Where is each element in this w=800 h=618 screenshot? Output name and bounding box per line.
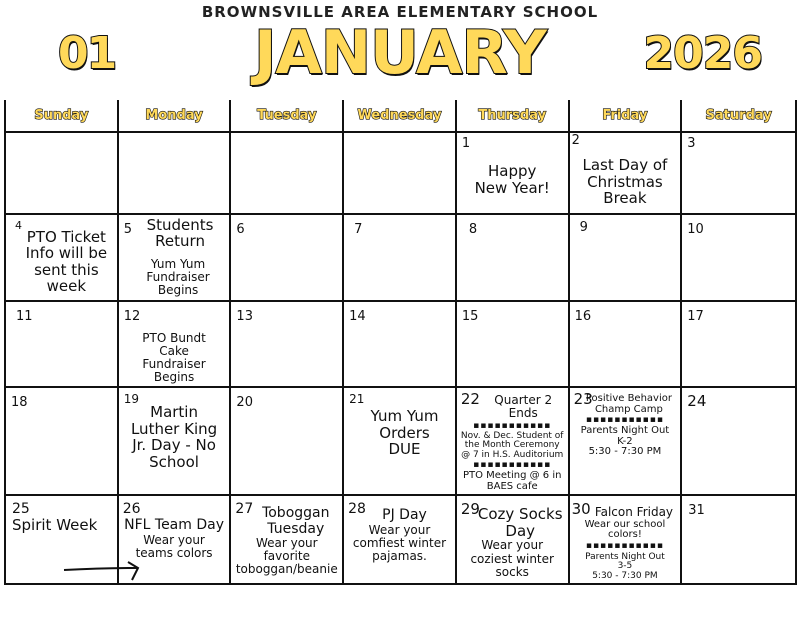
day-cell-31: [682, 496, 795, 583]
event-pto-ticket: PTO Ticket Info will be sent this week: [25, 227, 108, 296]
day-number: 20: [236, 395, 253, 411]
separator: ▪▪▪▪▪▪▪▪▪▪▪: [585, 415, 664, 426]
day-number: 6: [236, 221, 245, 237]
weekday-thursday: Thursday: [457, 100, 570, 133]
day-number: 30: [571, 500, 591, 519]
day-cell-9: [570, 215, 683, 302]
day-number: 12: [123, 308, 141, 324]
month-title: JANUARY: [254, 18, 546, 88]
weekday-wednesday: Wednesday: [344, 100, 457, 133]
day-cell-28: [344, 496, 457, 583]
event-positive-behavior: Positive Behavior Champ Camp: [585, 393, 672, 415]
day-cell-4: [6, 215, 119, 302]
day-number: 29: [460, 500, 480, 519]
event-last-day-break: Last Day of Christmas Break: [582, 156, 668, 207]
day-cell-empty: [231, 133, 344, 215]
day-number: 31: [688, 503, 705, 519]
month-number: 01: [58, 28, 116, 79]
day-number: 16: [574, 308, 592, 324]
day-number: 27: [235, 501, 254, 518]
day-number: 19: [123, 392, 139, 407]
event-pj-day: PJ Day: [382, 507, 427, 524]
day-cell-10: [682, 215, 795, 302]
day-cell-27: [231, 496, 344, 583]
separator: ▪▪▪▪▪▪▪▪▪▪▪: [473, 420, 552, 431]
day-cell-1: [457, 133, 570, 215]
day-number: 2: [571, 133, 580, 148]
day-number: 8: [468, 221, 478, 237]
weekday-saturday: Saturday: [682, 100, 795, 133]
day-number: 7: [354, 221, 363, 237]
year: 2026: [643, 28, 762, 79]
day-number: 11: [16, 308, 33, 324]
event-pto-meeting: PTO Meeting @ 6 in BAES cafe: [462, 470, 562, 492]
day-cell-29: [457, 496, 570, 583]
day-cell-3: [682, 133, 795, 215]
day-number: 24: [687, 392, 707, 411]
day-cell-21: [344, 388, 457, 496]
event-yum-yum-begins: Yum Yum Fundraiser Begins: [146, 256, 210, 298]
event-parents-night-out: Parents Night Out: [585, 551, 665, 562]
event-grades: K-2: [617, 435, 633, 447]
day-cell-6: [231, 215, 344, 302]
event-mlk-day: Martin Luther King Jr. Day - No School: [130, 403, 218, 471]
separator: ▪▪▪▪▪▪▪▪▪▪▪: [473, 460, 552, 471]
school-name: BROWNSVILLE AREA ELEMENTARY SCHOOL: [201, 3, 599, 21]
day-cell-26: [119, 496, 232, 583]
day-number: 9: [579, 219, 588, 235]
day-cell-11: [6, 302, 119, 389]
day-cell-19: [119, 388, 232, 496]
event-bundt-cake: PTO Bundt Cake Fundraiser Begins: [142, 330, 206, 385]
day-number: 15: [461, 308, 479, 324]
calendar-grid: [4, 100, 797, 585]
day-number: 22: [460, 390, 480, 409]
day-cell-23: [570, 388, 683, 496]
day-cell-empty: [344, 133, 457, 215]
event-yum-yum-due: Yum Yum Orders DUE: [370, 407, 439, 459]
event-toboggan-details: Wear your favorite toboggan/beanie: [235, 536, 338, 577]
day-number: 1: [461, 136, 471, 151]
event-falcon-friday: Falcon Friday: [594, 505, 674, 520]
day-number: 28: [348, 501, 366, 518]
day-cell-22: [457, 388, 570, 496]
day-cell-empty: [119, 133, 232, 215]
event-grades: 3-5: [617, 561, 633, 572]
event-quarter-end: Quarter 2 Ends: [494, 393, 553, 421]
day-cell-15: [457, 302, 570, 389]
day-cell-12: [119, 302, 232, 389]
event-cozy-socks: Cozy Socks Day: [477, 505, 563, 540]
event-nfl-details: Wear your teams colors: [135, 532, 213, 560]
day-cell-18: [6, 388, 119, 496]
day-cell-25: [6, 496, 119, 583]
event-students-return: Students Return: [146, 215, 214, 251]
event-student-of-month: Nov. & Dec. Student of the Month Ceremony @ 7 in H.S. Auditorium: [460, 430, 564, 460]
day-cell-7: [344, 215, 457, 302]
weekday-monday: Monday: [119, 100, 232, 133]
day-number: 23: [573, 390, 593, 409]
day-number: 17: [687, 308, 704, 324]
weekday-tuesday: Tuesday: [231, 100, 344, 133]
day-cell-30: [570, 496, 683, 583]
event-time: 5:30 - 7:30 PM: [588, 446, 662, 458]
day-number: 26: [122, 501, 141, 518]
day-number: 3: [687, 136, 696, 151]
event-parents-night-out: Parents Night Out: [580, 425, 670, 437]
weekday-friday: Friday: [570, 100, 683, 133]
day-cell-24: [682, 388, 795, 496]
day-cell-13: [231, 302, 344, 389]
day-number: 4: [15, 218, 22, 232]
event-pj-details: Wear your comfiest winter pajamas.: [352, 522, 447, 564]
day-cell-17: [682, 302, 795, 389]
day-number: 13: [236, 308, 253, 324]
day-cell-5: [119, 215, 232, 302]
day-cell-8: [457, 215, 570, 302]
day-number: 25: [12, 501, 30, 518]
day-number: 21: [349, 392, 365, 407]
weekday-sunday: Sunday: [6, 100, 119, 133]
event-spirit-week: Spirit Week: [12, 516, 98, 535]
day-number: 18: [11, 395, 28, 411]
event-toboggan-tuesday: Toboggan Tuesday: [262, 505, 330, 537]
event-nfl-team-day: NFL Team Day: [124, 517, 224, 534]
day-number: 5: [123, 221, 132, 237]
day-number: 10: [687, 221, 704, 237]
day-number: 14: [349, 308, 366, 324]
day-cell-empty: [6, 133, 119, 215]
day-cell-16: [570, 302, 683, 389]
day-cell-2: [570, 133, 683, 215]
separator: ▪▪▪▪▪▪▪▪▪▪▪: [585, 540, 664, 551]
day-cell-14: [344, 302, 457, 389]
day-cell-20: [231, 388, 344, 496]
event-new-year: Happy New Year!: [474, 162, 550, 197]
event-falcon-details: Wear our school colors!: [584, 518, 666, 540]
event-cozy-details: Wear your coziest winter socks: [470, 538, 554, 579]
event-time: 5:30 - 7:30 PM: [592, 570, 658, 581]
